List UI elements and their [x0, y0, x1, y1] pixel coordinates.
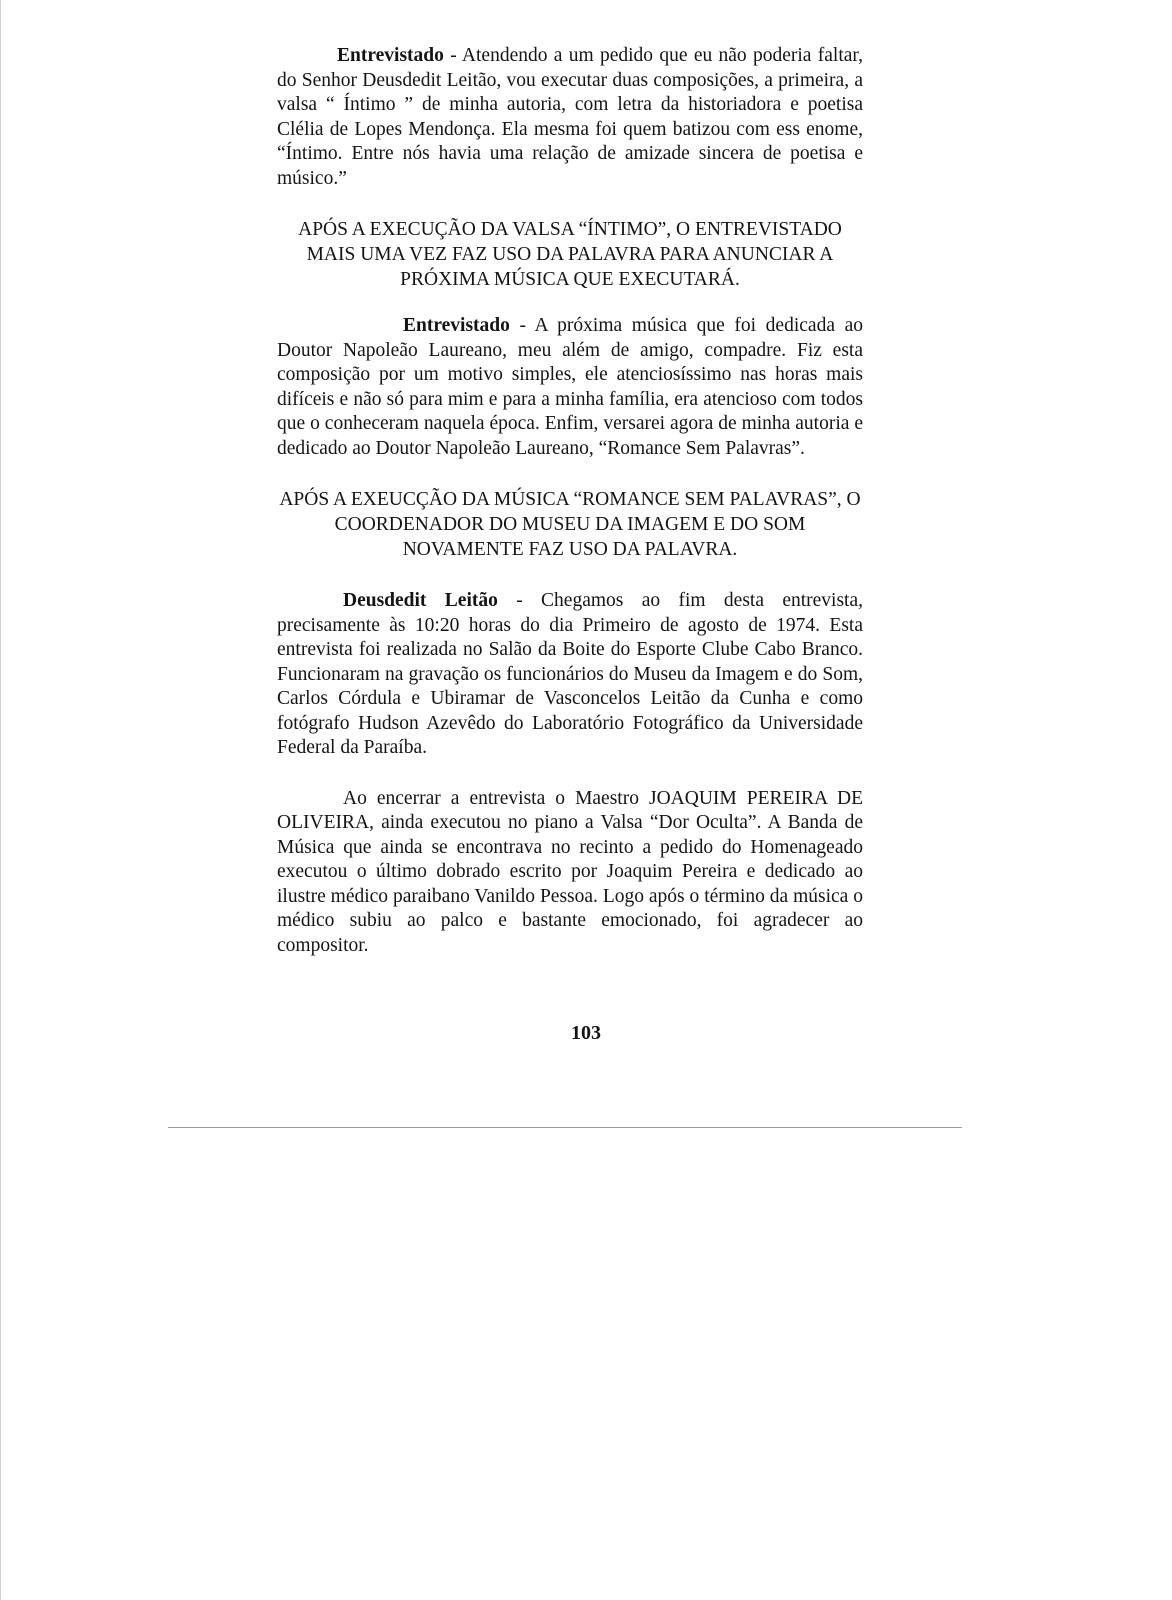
section-heading: APÓS A EXECUÇÃO DA VALSA “ÍNTIMO”, O ENTREVISTADO MAIS UMA VEZ FAZ USO DA PALAVRA PARA ANUNCIAR A PRÓXIMA MÚSICA QUE EXECUTARÁ.	[298, 219, 842, 290]
paragraph-text: - A próxima música que foi dedicada ao Doutor Napoleão Laureano, meu além de amigo, compadre. Fiz esta composição por um motivo simples, ele atenciosíssimo nas horas mais difíceis e não só para mim e para a minha família, era atencioso com todos que o conheceram naquela época. Enfim, versarei agora de minha autoria e dedicado ao Doutor Napoleão Laureano, “Romance Sem Palavras”.	[277, 315, 863, 459]
page-number: 103	[571, 1022, 601, 1044]
speaker-label: Entrevistado	[403, 315, 510, 336]
section-heading: APÓS A EXEUCÇÃO DA MÚSICA “ROMANCE SEM PALAVRAS”, O COORDENADOR DO MUSEU DA IMAGEM E DO SOM NOVAMENTE FAZ USO DA PALAVRA.	[279, 489, 861, 560]
closing-paragraph: Ao encerrar a entrevista o Maestro JOAQUIM PEREIRA DE OLIVEIRA, ainda executou no piano a Valsa “Dor Oculta”. A Banda de Música que ainda se encontrava no recinto a pedido do Homenageado executou o último dobrado escrito por Joaquim Pereira e dedicado ao ilustre médico paraibano Vanildo Pessoa. Logo após o término da música o médico subiu ao palco e bastante emocionado, foi agradecer ao compositor.	[277, 787, 863, 956]
scan-edge-line	[0, 0, 1, 1600]
text-column	[277, 40, 863, 958]
interview-paragraph	[277, 44, 863, 191]
interview-paragraph	[277, 314, 863, 461]
paragraph-text: - Chegamos ao fim desta entrevista, precisamente às 10:20 horas do dia Primeiro de agosto de 1974. Esta entrevista foi realizada no Salão da Boite do Esporte Clube Cabo Branco. Funcionaram na gravação os funcionários do Museu da Imagem e do Som, Carlos Córdula e Ubiramar de Vasconcelos Leitão da Cunha e como fotógrafo Hudson Azevêdo do Laboratório Fotográfico da Universidade Federal da Paraíba.	[277, 590, 864, 758]
paragraph-text: - Atendendo a um pedido que eu não poderia faltar, do Senhor Deusdedit Leitão, vou executar duas composições, a primeira, a valsa “ Íntimo ” de minha autoria, com letra da historiadora e poetisa Clélia de Lopes Mendonça. Ela mesma foi quem batizou com ess enome, “Íntimo. Entre nós havia uma relação de amizade sincera de poetisa e músico.”	[277, 45, 863, 189]
footer-divider	[168, 1127, 962, 1128]
speaker-label: Deusdedit Leitão	[343, 590, 498, 611]
speaker-label: Entrevistado	[337, 45, 444, 66]
interview-paragraph	[277, 589, 863, 761]
